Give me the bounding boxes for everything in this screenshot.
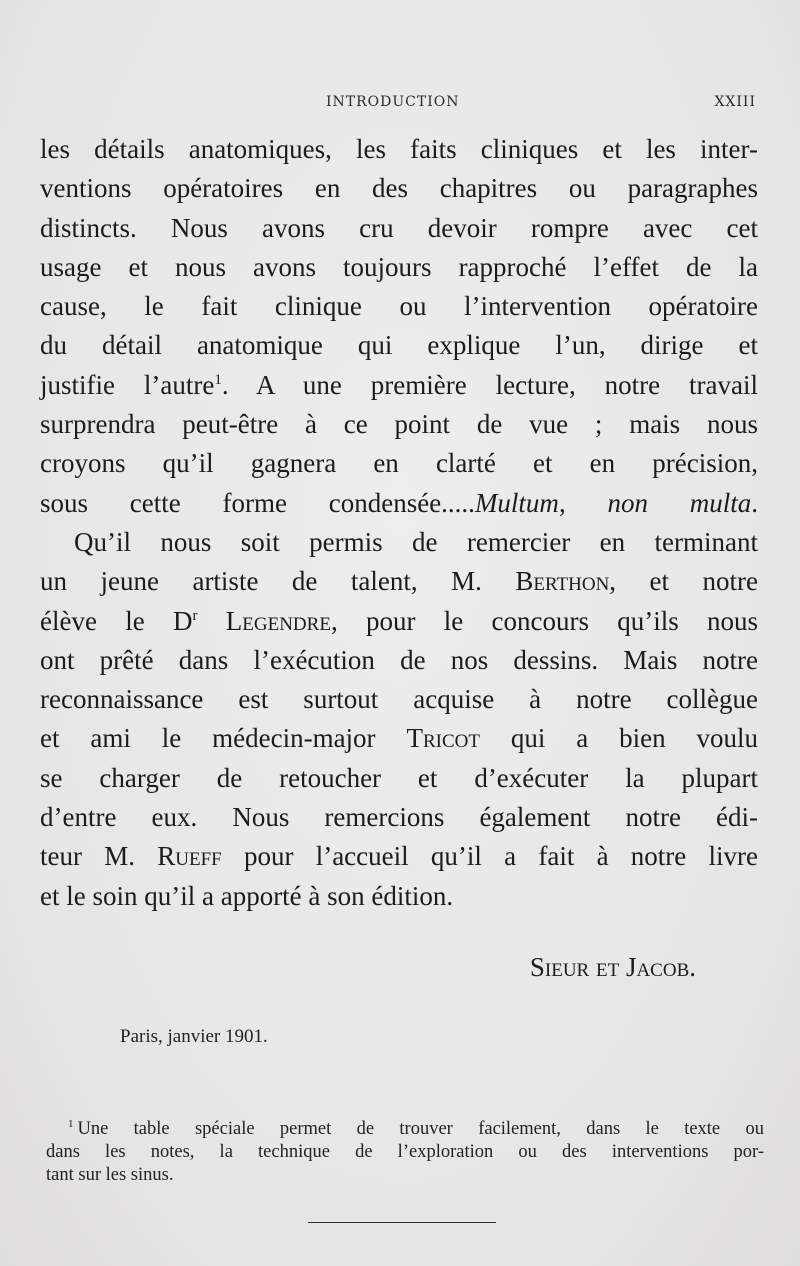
text-line bbox=[40, 602, 758, 641]
text-fragment: justifie l’autre bbox=[40, 369, 215, 400]
text-fragment: un jeune artiste de talent, M. bbox=[40, 566, 516, 597]
text-line: du détail anatomique qui explique l’un, dirige et bbox=[40, 330, 758, 361]
text-line: se charger de retoucher et d’exécuter la plupart bbox=[40, 762, 758, 793]
latin-phrase: non multa bbox=[607, 487, 752, 518]
latin-phrase: Multum bbox=[474, 487, 559, 518]
footnote-text: Une table spéciale permet de trouver facilement, dans le texte ou bbox=[77, 1119, 764, 1139]
text-fragment: pour l’accueil qu’il a fait à notre livre bbox=[221, 841, 758, 872]
closing-rule bbox=[308, 1222, 496, 1223]
text-line: croyons qu’il gagnera en clarté et en précision, bbox=[40, 448, 758, 479]
signature: Sieur et Jacob. bbox=[529, 952, 696, 982]
person-name: Legendre bbox=[197, 605, 331, 636]
dateline: Paris, janvier 1901. bbox=[120, 1026, 268, 1047]
text-line bbox=[40, 366, 758, 405]
text-line: surprendra peut-être à ce point de vue ; mais nous bbox=[40, 409, 758, 440]
text-line bbox=[40, 719, 758, 758]
text-line: Qu’il nous soit permis de remercier en terminant bbox=[74, 526, 758, 557]
text-line: et le soin qu’il a apporté à son édition. bbox=[40, 880, 454, 911]
text-fragment: . bbox=[751, 487, 758, 518]
text-fragment: élève le D bbox=[40, 605, 193, 636]
text-line bbox=[40, 837, 758, 876]
text-line: usage et nous avons toujours rapproché l’effet de la bbox=[40, 251, 758, 282]
text-fragment: , et notre bbox=[609, 566, 758, 597]
text-line bbox=[40, 484, 758, 523]
text-line: les détails anatomiques, les faits cliniques et les inter- bbox=[40, 134, 758, 164]
text-line: ventions opératoires en des chapitres ou paragraphes bbox=[40, 173, 758, 204]
text-fragment: . A une première lecture, notre travail bbox=[221, 369, 758, 400]
body-text bbox=[40, 130, 758, 916]
text-fragment: sous cette forme condensée..... bbox=[40, 487, 475, 518]
footnote-marker: 1 bbox=[68, 1117, 74, 1130]
text-fragment: qui a bien voulu bbox=[479, 723, 758, 754]
footnote-line bbox=[46, 1118, 764, 1141]
text-line bbox=[40, 562, 758, 601]
text-fragment: , pour le concours qu’ils nous bbox=[330, 605, 759, 636]
running-head bbox=[40, 94, 756, 118]
page-number: XXIII bbox=[714, 94, 756, 110]
text-fragment: et ami le médecin-major bbox=[40, 723, 407, 754]
abbreviation-superscript: r bbox=[192, 607, 198, 624]
text-line: ont prêté dans l’exécution de nos dessins. Mais notre bbox=[40, 644, 758, 675]
footnote-reference: 1 bbox=[214, 371, 222, 388]
footnote bbox=[46, 1118, 764, 1187]
footnote-line: dans les notes, la technique de l’exploration ou des interventions por- bbox=[46, 1142, 764, 1162]
text-line: reconnaissance est surtout acquise à notre collègue bbox=[40, 684, 758, 715]
person-name: Berthon bbox=[515, 566, 610, 597]
text-fragment: teur M. bbox=[40, 841, 158, 872]
running-head-title: INTRODUCTION bbox=[326, 94, 460, 110]
text-line: distincts. Nous avons cru devoir rompre avec cet bbox=[40, 212, 758, 243]
person-name: Tricot bbox=[406, 723, 480, 754]
person-name: Rueff bbox=[157, 841, 222, 872]
text-line: cause, le fait clinique ou l’intervention opératoire bbox=[40, 291, 758, 322]
footnote-line: tant sur les sinus. bbox=[46, 1165, 174, 1185]
text-fragment: , bbox=[558, 487, 608, 518]
text-line: d’entre eux. Nous remercions également notre édi- bbox=[40, 802, 758, 833]
